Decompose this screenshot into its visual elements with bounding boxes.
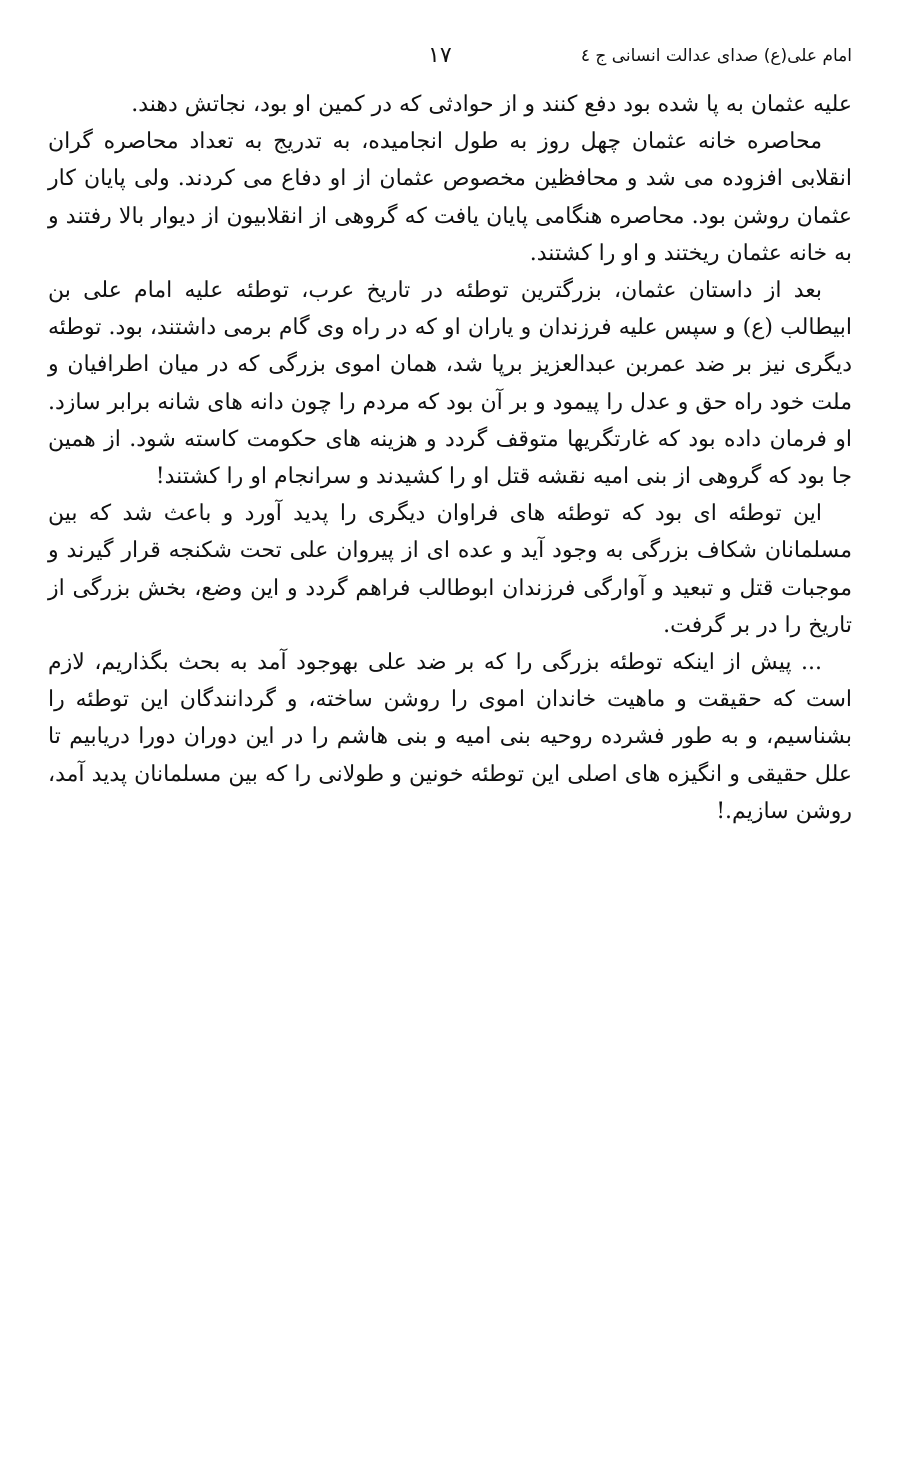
paragraph-continued: علیه عثمان به پا شده بود دفع کنند و از حوادثی که در کمین او بود، نجاتش دهند. — [131, 92, 852, 117]
paragraph-umayyads: ... پیش از اینکه توطئه بزرگی را که بر ضد علی بهوجود آمد به بحث بگذاریم، لازم است که حقیقت و ماهیت خاندان اموی را روشن ساخته، و گردانندگان این توطئه را بشناسیم، و به طور فشرده روحیه بنی امیه و بنی هاشم را در این دوران دورا دریابیم تا علل حقیقی و انگیزه های اصلی این توطئه خونین و طولانی را که بین مسلمانان پدید آمد، روشن سازیم.! — [48, 650, 852, 824]
paragraph-consequences: این توطئه ای بود که توطئه های فراوان دیگری را پدید آورد و باعث شد که بین مسلمانان شکاف بزرگی به وجود آید و عده ای از پیروان علی تحت شکنجه قرار گیرند و موجبات قتل و تبعید و آوارگی فرزندان ابوطالب فراهم گردد و این وضع، بخش بزرگی از تاریخ را در بر گرفت. — [48, 501, 852, 638]
body-text — [48, 86, 852, 830]
running-header — [48, 38, 852, 74]
paragraph-siege: محاصره خانه عثمان چهل روز به طول انجامیده، به تدریج به تعداد محاصره گران انقلابی افزوده می شد و محافظین مخصوص عثمان از او دفاع می کردند. ولی پایان کار عثمان روشن بود. محاصره هنگامی پایان یافت که گروهی از انقلابیون از دیوار بالا رفتند و به خانه عثمان ریختند و او را کشتند. — [48, 129, 852, 266]
book-title: امام علی(ع) صدای عدالت انسانی ج ٤ — [580, 46, 852, 66]
page-number: ١٧ — [428, 43, 452, 68]
paragraph-conspiracies: بعد از داستان عثمان، بزرگترین توطئه در تاریخ عرب، توطئه علیه امام علی بن ابیطالب (ع) و سپس علیه فرزندان و یاران او که در راه وی گام برمی داشتند، بود. توطئه دیگری نیز بر ضد عمربن عبدالعزیز برپا شد، همان اموی بزرگی که در میان اطرافیان و ملت خود راه حق و عدل را پیمود و بر آن بود که مردم را چون دانه های شانه برابر سازد. او فرمان داده بود که غارتگریها متوقف گردد و هزینه های حکومت کاسته شود. از همین جا بود که گروهی از بنی امیه نقشه قتل او را کشیدند و سرانجام او را کشتند! — [48, 278, 853, 490]
